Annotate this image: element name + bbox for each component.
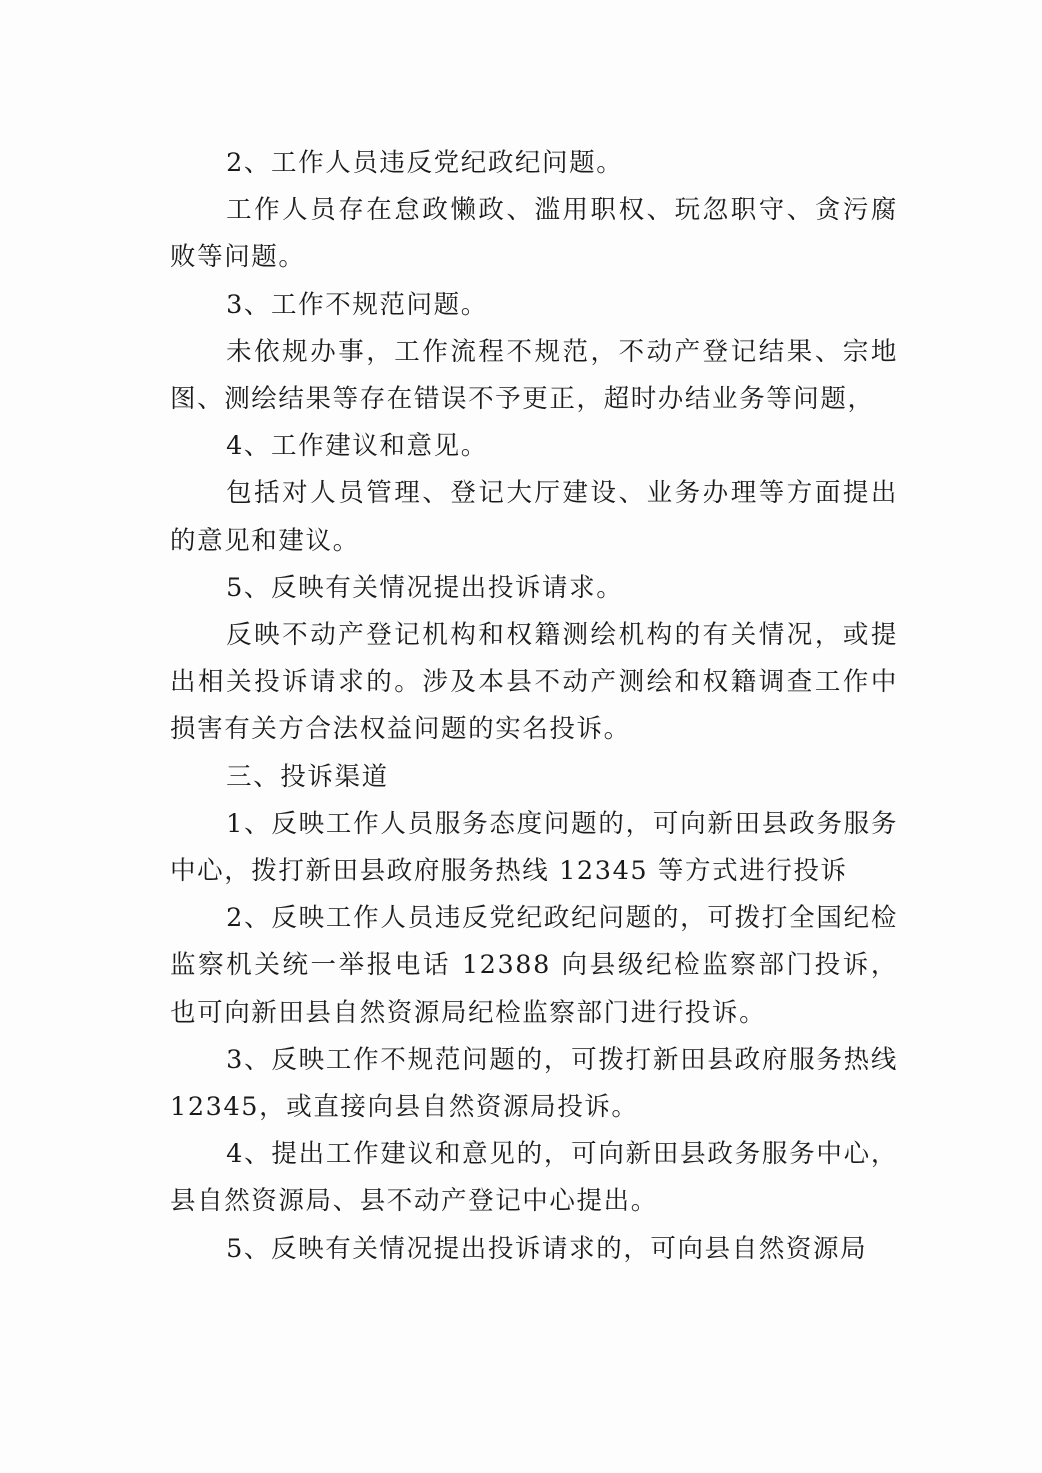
section-heading-complaint-channels: 三、投诉渠道 [226, 761, 389, 792]
paragraph-item-4-heading: 4、工作建议和意见。 [226, 431, 488, 462]
paragraph-channel-3: 3、反映工作不规范问题的，可拨打新田县政府服务热线 12345，或直接向县自然资源局投诉。 [170, 1044, 898, 1123]
paragraph-item-2-detail: 工作人员存在怠政懒政、滥用职权、玩忽职守、贪污腐败等问题。 [170, 195, 898, 273]
paragraph-item-4-detail: 包括对人员管理、登记大厅建设、业务办理等方面提出的意见和建议。 [170, 478, 898, 556]
paragraph-channel-2: 2、反映工作人员违反党纪政纪问题的，可拨打全国纪检监察机关统一举报电话 12388 向县级纪检监察部门投诉，也可向新田县自然资源局纪检监察部门进行投诉。 [170, 903, 898, 1028]
paragraph-item-3-detail: 未依规办事，工作流程不规范，不动产登记结果、宗地图、测绘结果等存在错误不予更正，超时办结业务等问题， [170, 336, 898, 415]
paragraph-item-5-detail: 反映不动产登记机构和权籍测绘机构的有关情况，或提出相关投诉请求的。涉及本县不动产测绘和权籍调查工作中损害有关方合法权益问题的实名投诉。 [170, 620, 898, 745]
paragraph-item-3-heading: 3、工作不规范问题。 [226, 289, 488, 320]
paragraph-item-5-heading: 5、反映有关情况提出投诉请求。 [226, 572, 624, 603]
paragraph-channel-5: 5、反映有关情况提出投诉请求的，可向县自然资源局 [226, 1233, 868, 1264]
paragraph-item-2-heading: 2、工作人员违反党纪政纪问题。 [226, 148, 624, 178]
document-body [170, 140, 898, 1273]
paragraph-channel-1: 1、反映工作人员服务态度问题的，可向新田县政务服务中心，拨打新田县政府服务热线 12345 等方式进行投诉 [170, 808, 898, 887]
paragraph-channel-4: 4、提出工作建议和意见的，可向新田县政务服务中心，县自然资源局、县不动产登记中心提出。 [170, 1139, 898, 1217]
